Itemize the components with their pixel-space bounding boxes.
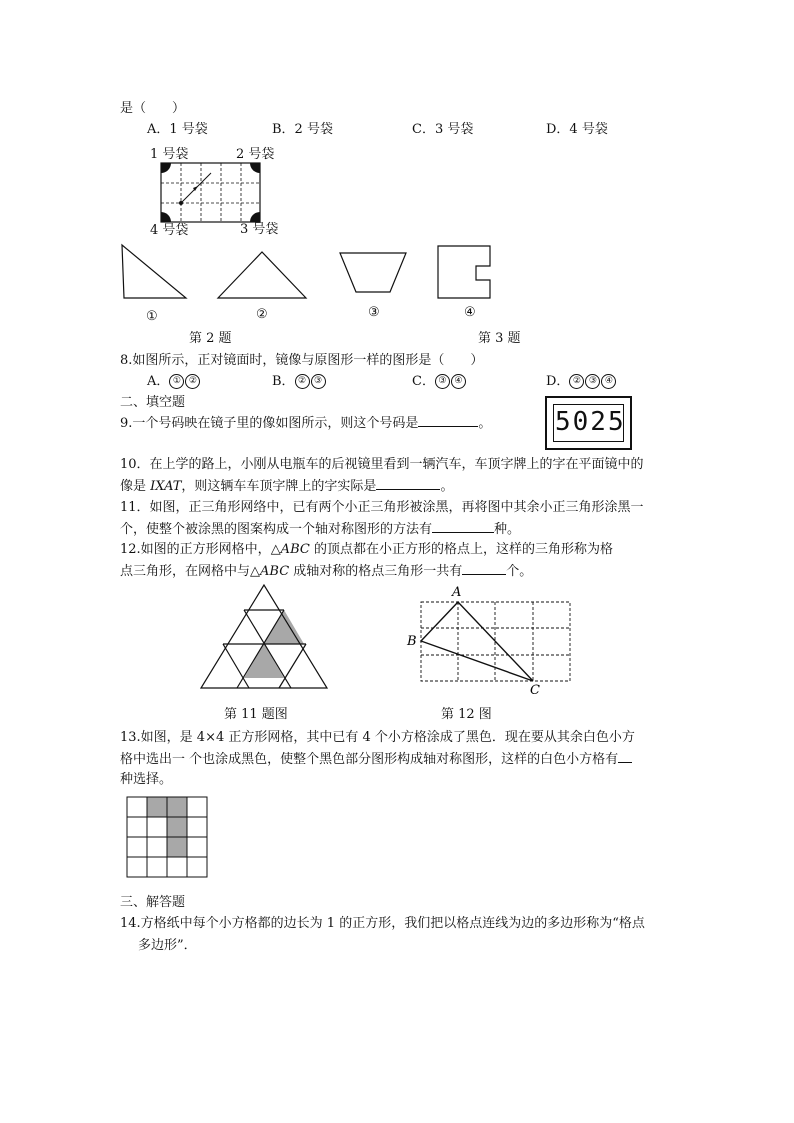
point-c: C bbox=[530, 683, 540, 696]
q7-tail: 是（ ） bbox=[120, 101, 186, 116]
question-12-line2: 点三角形，在网格中与△ABC 成轴对称的格点三角形一共有 个。 bbox=[120, 564, 533, 579]
shapes-figure bbox=[112, 240, 512, 306]
question-10-line2: 像是 IXAT，则这辆车车顶字牌上的字实际是 。 bbox=[120, 479, 454, 494]
shape-label-4: ④ bbox=[464, 305, 476, 320]
shape-label-3: ③ bbox=[368, 305, 380, 320]
shape-label-2: ② bbox=[256, 307, 268, 322]
label-bag-3: 3 号袋 bbox=[240, 222, 279, 237]
question-9: 9.一个号码映在镜子里的像如图所示，则这个号码是 。 bbox=[120, 416, 492, 431]
shape-label-1: ① bbox=[146, 309, 158, 324]
q8-option-c: C． ③ ④ bbox=[412, 373, 467, 391]
point-b: B bbox=[407, 634, 417, 649]
section-solutions: 三、解答题 bbox=[120, 895, 186, 910]
q7-option-c: C．3 号袋 bbox=[412, 122, 474, 137]
question-13-line2: 格中选出一 个也涂成黑色，使整个黑色部分图形构成轴对称图形，这样的白色小方格有 bbox=[120, 750, 632, 769]
question-13-line1: 13.如图，是 4×4 正方形网格，其中已有 4 个小方格涂成了黑色．现在要从其余白色小方 bbox=[120, 730, 635, 745]
question-11-line1: 11．如图，正三角形网络中，已有两个小正三角形被涂黑，再将图中其余小正三角形涂黑一 bbox=[120, 500, 644, 515]
caption-q3: 第 3 题 bbox=[478, 331, 521, 346]
question-10-line1: 10．在上学的路上，小刚从电瓶车的后视镜里看到一辆汽车，车顶字牌上的字在平面镜中的 bbox=[120, 457, 644, 472]
q7-option-d: D．4 号袋 bbox=[546, 122, 608, 137]
question-11-line2: 个，使整个被涂黑的图案构成一个轴对称图形的方法有 种。 bbox=[120, 522, 521, 537]
question-13-line3: 种选择。 bbox=[120, 772, 173, 787]
q8-option-b: B． ② ③ bbox=[272, 373, 327, 391]
mirror-display bbox=[545, 396, 632, 450]
label-bag-1: 1 号袋 bbox=[150, 147, 189, 162]
question-14-line2: 多边形”． bbox=[138, 938, 197, 953]
q7-option-a: A．1 号袋 bbox=[147, 122, 208, 137]
triangle-grid-figure bbox=[198, 582, 334, 692]
label-bag-2: 2 号袋 bbox=[236, 147, 275, 162]
q8-option-a: A． ① ② bbox=[147, 373, 201, 391]
label-bag-4: 4 号袋 bbox=[150, 223, 189, 238]
point-a: A bbox=[452, 585, 462, 600]
question-12-line1: 12.如图的正方形网格中，△ABC 的顶点都在小正方形的格点上，这样的三角形称为格 bbox=[120, 542, 613, 557]
grid-triangle-figure bbox=[405, 584, 575, 696]
mirror-number: 5025 bbox=[555, 407, 626, 437]
caption-q2: 第 2 题 bbox=[189, 331, 232, 346]
question-14-line1: 14.方格纸中每个小方格都的边长为 1 的正方形，我们把以格点连线为边的多边形称为“格点 bbox=[120, 916, 645, 931]
question-8: 8.如图所示，正对镜面时，镜像与原图形一样的图形是（ ） bbox=[120, 353, 484, 368]
section-fill-in: 二、填空题 bbox=[120, 395, 186, 410]
caption-q11: 第 11 题图 bbox=[224, 707, 288, 722]
billiard-table-figure bbox=[160, 162, 262, 224]
four-by-four-grid bbox=[126, 796, 210, 880]
q7-option-b: B．2 号袋 bbox=[272, 122, 333, 137]
caption-q12: 第 12 图 bbox=[441, 707, 492, 722]
q8-option-d: D． ② ③ ④ bbox=[546, 373, 617, 391]
